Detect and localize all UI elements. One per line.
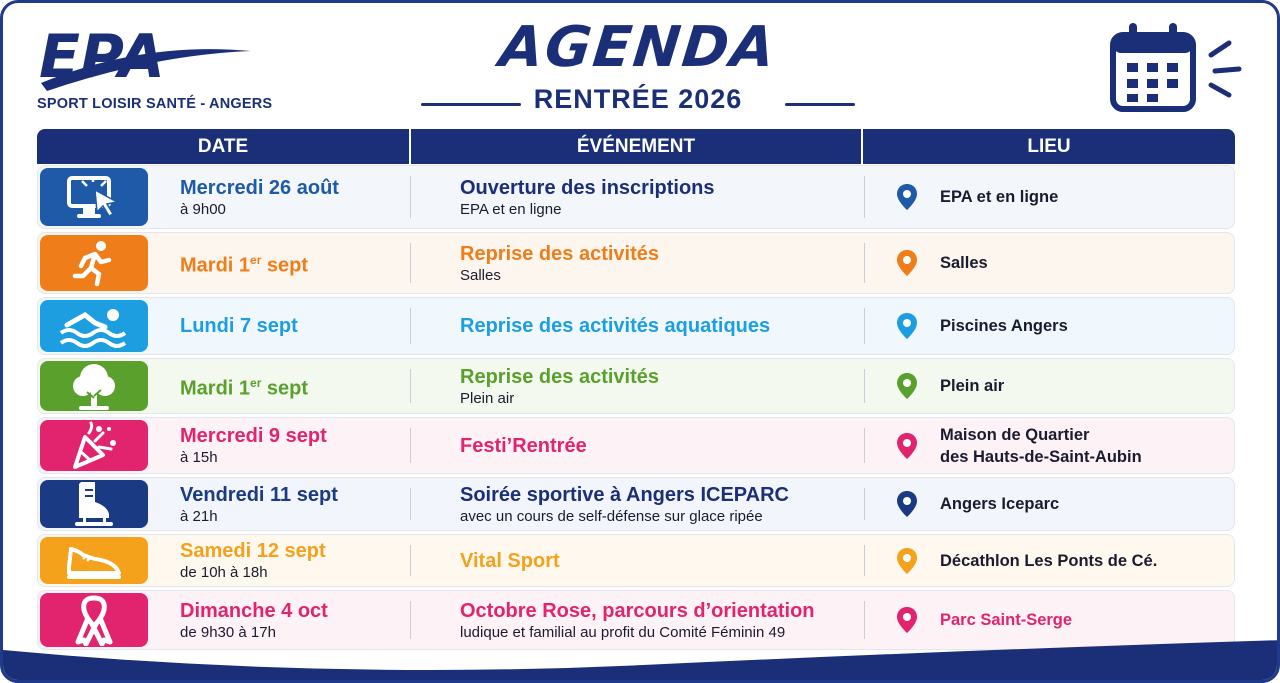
runner-tile xyxy=(40,235,148,291)
column-divider xyxy=(864,369,865,403)
event-title: Reprise des activités aquatiques xyxy=(460,315,771,337)
page-title xyxy=(413,13,863,123)
epa-logo-mark xyxy=(33,21,263,96)
column-divider xyxy=(410,428,411,463)
date-cell xyxy=(180,371,308,401)
column-divider xyxy=(410,369,411,403)
column-divider xyxy=(864,308,865,344)
event-title: Vital Sport xyxy=(460,549,560,572)
swimmer-icon xyxy=(59,303,129,349)
tree-icon xyxy=(71,360,117,412)
event-title: Octobre Rose, parcours d’orientation xyxy=(460,599,815,622)
epa-logo xyxy=(33,21,273,116)
title-main: AGENDA xyxy=(496,15,780,80)
column-divider xyxy=(410,176,411,218)
event-title: Reprise des activités xyxy=(460,365,659,388)
event-cell xyxy=(460,314,770,338)
event-date: Mardi 1er sept xyxy=(180,253,309,277)
date-cell xyxy=(180,176,339,219)
event-time: à 9h00 xyxy=(180,200,226,218)
place-name: Décathlon Les Ponts de Cé. xyxy=(940,551,1158,570)
place-name-line2: des Hauts-de-Saint-Aubin xyxy=(940,447,1142,466)
event-detail: Salles xyxy=(460,266,501,284)
table-row xyxy=(37,477,1235,531)
ice-skate-icon xyxy=(71,478,117,530)
sneaker-tile xyxy=(40,537,148,584)
place-cell xyxy=(896,183,1058,211)
computer-click-icon xyxy=(65,172,123,222)
swimmer-tile xyxy=(40,300,148,352)
table-row xyxy=(37,417,1235,474)
header-place: LIEU xyxy=(1027,135,1071,157)
date-cell xyxy=(180,314,298,338)
event-time: de 10h à 18h xyxy=(180,564,268,581)
column-divider xyxy=(864,545,865,576)
event-detail: EPA et en ligne xyxy=(460,200,562,218)
place-cell xyxy=(896,249,988,277)
bottom-wave-decoration xyxy=(3,620,1280,680)
location-pin-icon xyxy=(896,490,918,518)
table-row xyxy=(37,297,1235,355)
location-pin-icon xyxy=(896,547,918,575)
calendar-icon xyxy=(1107,19,1247,119)
event-date: Mercredi 9 sept xyxy=(180,425,327,447)
column-divider xyxy=(864,428,865,463)
event-cell xyxy=(460,176,715,219)
column-divider xyxy=(864,488,865,520)
title-divider-right xyxy=(785,103,855,106)
column-divider xyxy=(410,243,411,283)
title-divider-left xyxy=(421,103,521,106)
column-divider xyxy=(410,545,411,576)
place-name: Salles xyxy=(940,254,988,272)
location-pin-icon xyxy=(896,183,918,211)
event-time: à 21h xyxy=(180,507,218,525)
event-cell xyxy=(460,549,560,573)
event-date: Vendredi 11 sept xyxy=(180,483,338,506)
event-cell xyxy=(460,365,659,408)
event-date: Mardi 1er sept xyxy=(180,376,309,400)
event-time: à 15h xyxy=(180,449,218,466)
location-pin-icon xyxy=(896,372,918,400)
table-row xyxy=(37,358,1235,414)
ice-skate-tile xyxy=(40,480,148,528)
header-event: ÉVÉNEMENT xyxy=(411,129,863,164)
table-row xyxy=(37,534,1235,587)
logo-subtitle: SPORT LOISIR SANTÉ - ANGERS xyxy=(37,96,273,112)
event-cell xyxy=(460,434,587,458)
agenda-table xyxy=(37,129,1235,641)
event-detail: avec un cours de self-défense sur glace ripée xyxy=(460,507,763,525)
table-row xyxy=(37,165,1235,229)
place-cell xyxy=(896,312,1068,340)
place-name: Plein air xyxy=(940,377,1005,395)
event-cell xyxy=(460,242,659,285)
event-title: Soirée sportive à Angers ICEPARC xyxy=(460,483,789,506)
event-title: Festi’Rentrée xyxy=(460,434,587,457)
event-date: Lundi 7 sept xyxy=(180,315,298,337)
table-header xyxy=(37,129,1235,164)
table-row xyxy=(37,232,1235,294)
place-name: Maison de Quartier xyxy=(940,425,1090,444)
computer-click-tile xyxy=(40,168,148,226)
tree-tile xyxy=(40,361,148,411)
event-cell xyxy=(460,483,789,526)
title-subtitle: RENTRÉE 2026 xyxy=(533,84,743,114)
column-divider xyxy=(410,308,411,344)
place-name: Piscines Angers xyxy=(940,317,1068,335)
runner-icon xyxy=(69,238,119,288)
place-cell xyxy=(896,547,1157,575)
party-popper-icon xyxy=(69,421,119,471)
column-divider xyxy=(410,488,411,520)
date-cell xyxy=(180,483,338,526)
event-date: Mercredi 26 août xyxy=(180,176,339,199)
column-divider xyxy=(864,176,865,218)
event-date: Samedi 12 sept xyxy=(180,540,326,562)
location-pin-icon xyxy=(896,249,918,277)
event-detail: ludique et familial au profit du Comité Féminin 49 xyxy=(460,623,786,641)
place-name: EPA et en ligne xyxy=(940,188,1059,206)
event-date: Dimanche 4 oct xyxy=(180,599,328,622)
header-date: DATE xyxy=(37,129,411,164)
event-title: Reprise des activités xyxy=(460,242,659,265)
location-pin-icon xyxy=(896,312,918,340)
logo-text: EPA xyxy=(39,22,165,92)
event-detail: Plein air xyxy=(460,389,515,407)
column-divider xyxy=(864,243,865,283)
event-time: de 9h30 à 17h xyxy=(180,623,276,641)
place-cell xyxy=(896,372,1004,400)
place-name: Angers Iceparc xyxy=(940,495,1060,513)
place-cell xyxy=(896,490,1059,518)
place-name: Parc Saint-Serge xyxy=(940,611,1073,629)
date-cell xyxy=(180,539,326,582)
date-cell xyxy=(180,424,327,467)
party-popper-tile xyxy=(40,420,148,471)
date-cell xyxy=(180,248,308,278)
event-title: Ouverture des inscriptions xyxy=(460,176,715,199)
sneaker-icon xyxy=(65,541,123,581)
place-cell xyxy=(896,424,1142,468)
location-pin-icon xyxy=(896,432,918,460)
